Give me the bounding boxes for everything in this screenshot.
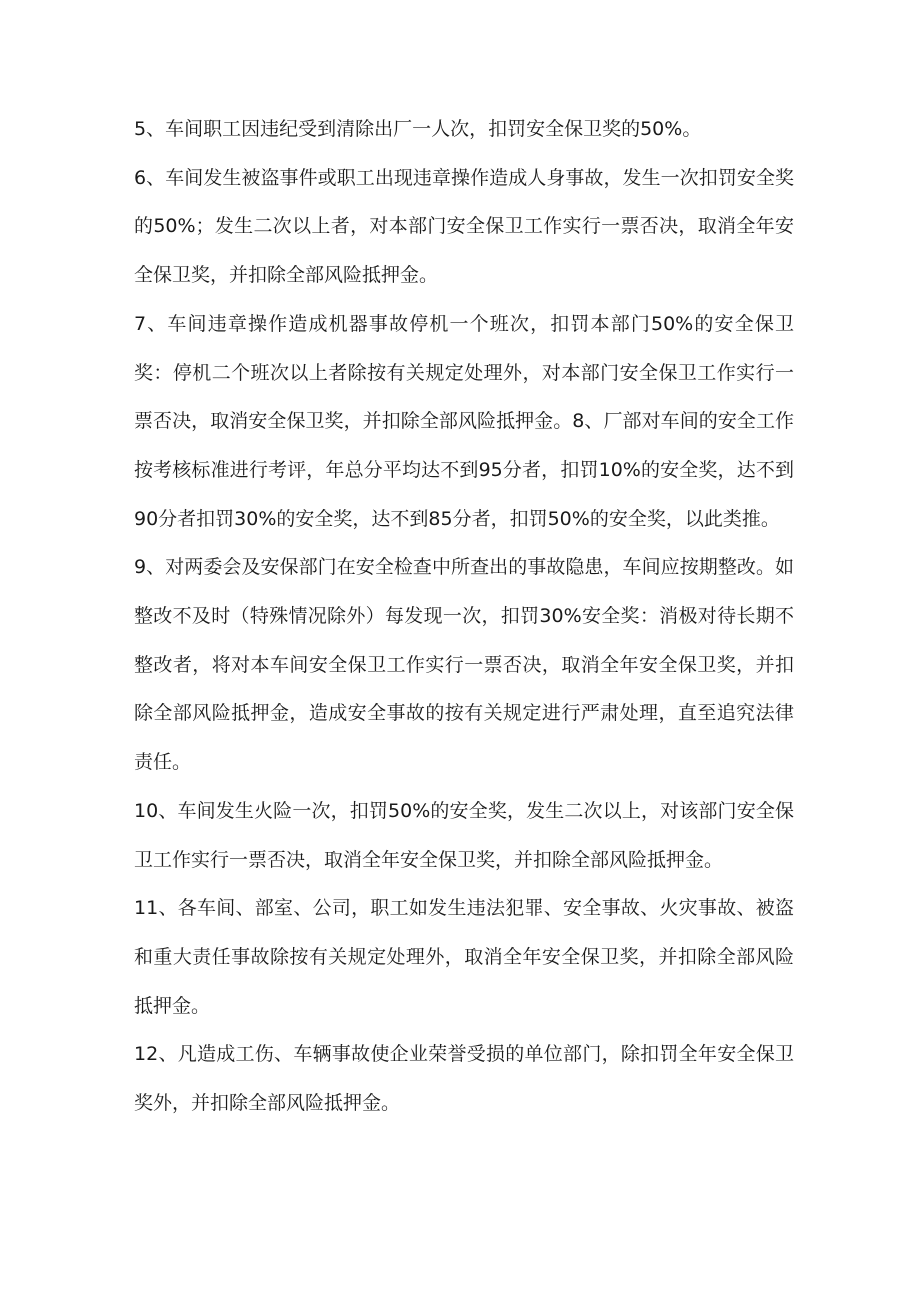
paragraph-item-9: 9、对两委会及安保部门在安全检查中所查出的事故隐患，车间应按期整改。如整改不及时（特殊情况除外）每发现一次，扣罚30%安全奖：消极对待长期不整改者，将对本车间安全保卫工作实行一票否决，取消全年安全保卫奖，并扣除全部风险抵押金，造成安全事故的按有关规定进行严肃处理，直至追究法律责任。	[134, 556, 794, 774]
paragraph-item-5: 5、车间职工因违纪受到清除出厂一人次，扣罚安全保卫奖的50%。	[134, 118, 702, 140]
paragraph-item-11: 11、各车间、部室、公司，职工如发生违法犯罪、安全事故、火灾事故、被盗和重大责任事故除按有关规定处理外，取消全年安全保卫奖，并扣除全部风险抵押金。	[134, 897, 794, 1017]
paragraph-item-10: 10、车间发生火险一次，扣罚50%的安全奖，发生二次以上，对该部门安全保卫工作实行一票否决，取消全年安全保卫奖，并扣除全部风险抵押金。	[134, 799, 794, 871]
paragraph-item-7-8: 7、车间违章操作造成机器事故停机一个班次，扣罚本部门50%的安全保卫奖：停机二个班次以上者除按有关规定处理外，对本部门安全保卫工作实行一票否决，取消安全保卫奖，并扣除全部风险抵押金。8、厂部对车间的安全工作按考核标准进行考评，年总分平均达不到95分者，扣罚10%的安全奖，达不到90分者扣罚30%的安全奖，达不到85分者，扣罚50%的安全奖，以此类推。	[134, 312, 794, 530]
document-body	[134, 105, 794, 1128]
paragraph-item-6: 6、车间发生被盗事件或职工出现违章操作造成人身事故，发生一次扣罚安全奖的50%；发生二次以上者，对本部门安全保卫工作实行一票否决，取消全年安全保卫奖，并扣除全部风险抵押金。	[134, 166, 794, 287]
paragraph-item-12: 12、凡造成工伤、车辆事故使企业荣誉受损的单位部门，除扣罚全年安全保卫奖外，并扣除全部风险抵押金。	[134, 1043, 794, 1115]
